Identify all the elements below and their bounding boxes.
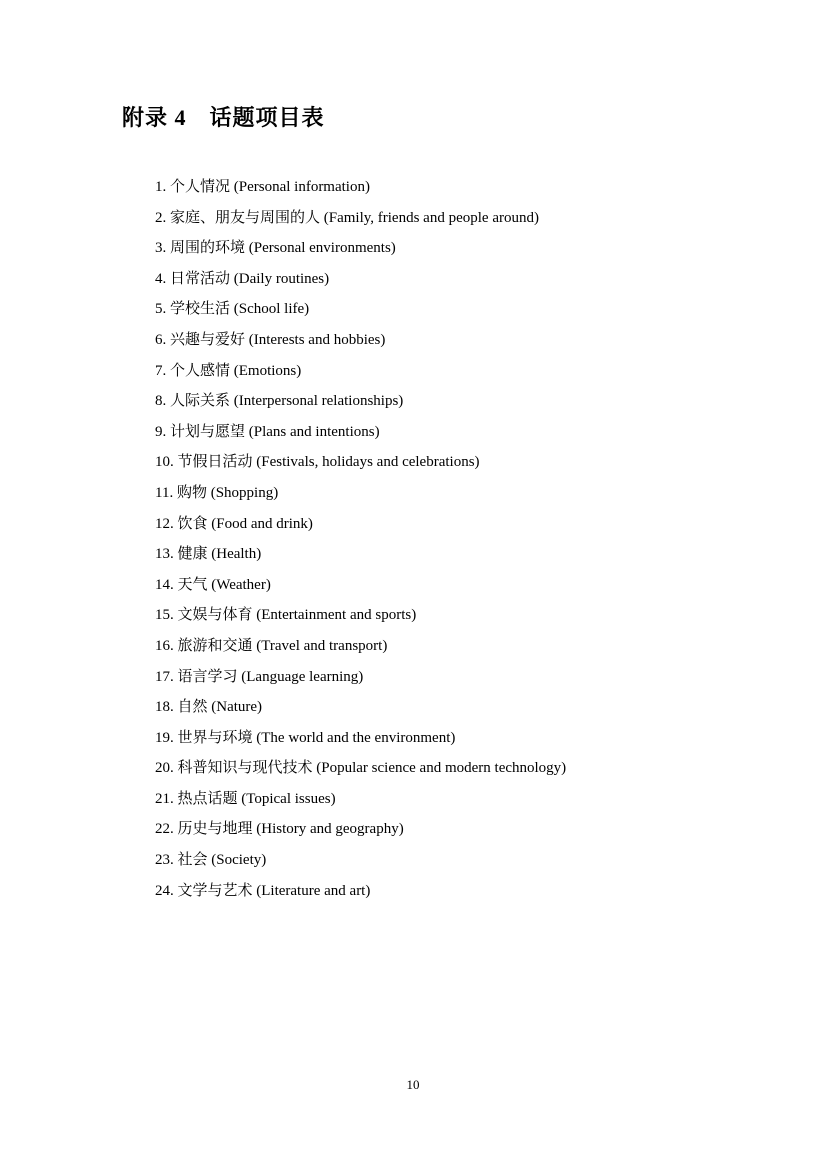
- topic-item-3: 3. 周围的环境 (Personal environments): [155, 240, 396, 257]
- page-title: 附录 4 话题项目表: [122, 105, 325, 130]
- topic-item-24: 24. 文学与艺术 (Literature and art): [155, 882, 371, 899]
- topic-item-13: 13. 健康 (Health): [155, 546, 262, 563]
- topic-item-11: 11. 购物 (Shopping): [155, 484, 279, 501]
- page-number: 10: [406, 1077, 420, 1092]
- topic-item-6: 6. 兴趣与爱好 (Interests and hobbies): [155, 331, 386, 348]
- topic-item-22: 22. 历史与地理 (History and geography): [155, 821, 404, 838]
- topic-item-8: 8. 人际关系 (Interpersonal relationships): [155, 393, 404, 410]
- topic-item-2: 2. 家庭、朋友与周围的人 (Family, friends and people around): [155, 209, 539, 226]
- topic-item-19: 19. 世界与环境 (The world and the environment): [155, 729, 456, 746]
- topic-item-9: 9. 计划与愿望 (Plans and intentions): [155, 423, 380, 440]
- topic-item-15: 15. 文娱与体育 (Entertainment and sports): [155, 607, 417, 624]
- topic-item-10: 10. 节假日活动 (Festivals, holidays and celebrations): [155, 454, 480, 471]
- topic-item-20: 20. 科普知识与现代技术 (Popular science and modern technology): [155, 760, 567, 777]
- topic-item-16: 16. 旅游和交通 (Travel and transport): [155, 637, 388, 654]
- topic-item-23: 23. 社会 (Society): [155, 852, 267, 869]
- topic-list: [155, 172, 715, 906]
- topic-item-5: 5. 学校生活 (School life): [155, 301, 310, 318]
- topic-item-4: 4. 日常活动 (Daily routines): [155, 270, 330, 287]
- topic-item-7: 7. 个人感情 (Emotions): [155, 362, 302, 379]
- topic-item-14: 14. 天气 (Weather): [155, 576, 271, 593]
- topic-item-12: 12. 饮食 (Food and drink): [155, 515, 313, 532]
- topic-item-17: 17. 语言学习 (Language learning): [155, 668, 364, 685]
- topic-item-21: 21. 热点话题 (Topical issues): [155, 790, 336, 807]
- topic-item-18: 18. 自然 (Nature): [155, 699, 263, 716]
- topic-item-1: 1. 个人情况 (Personal information): [155, 179, 370, 195]
